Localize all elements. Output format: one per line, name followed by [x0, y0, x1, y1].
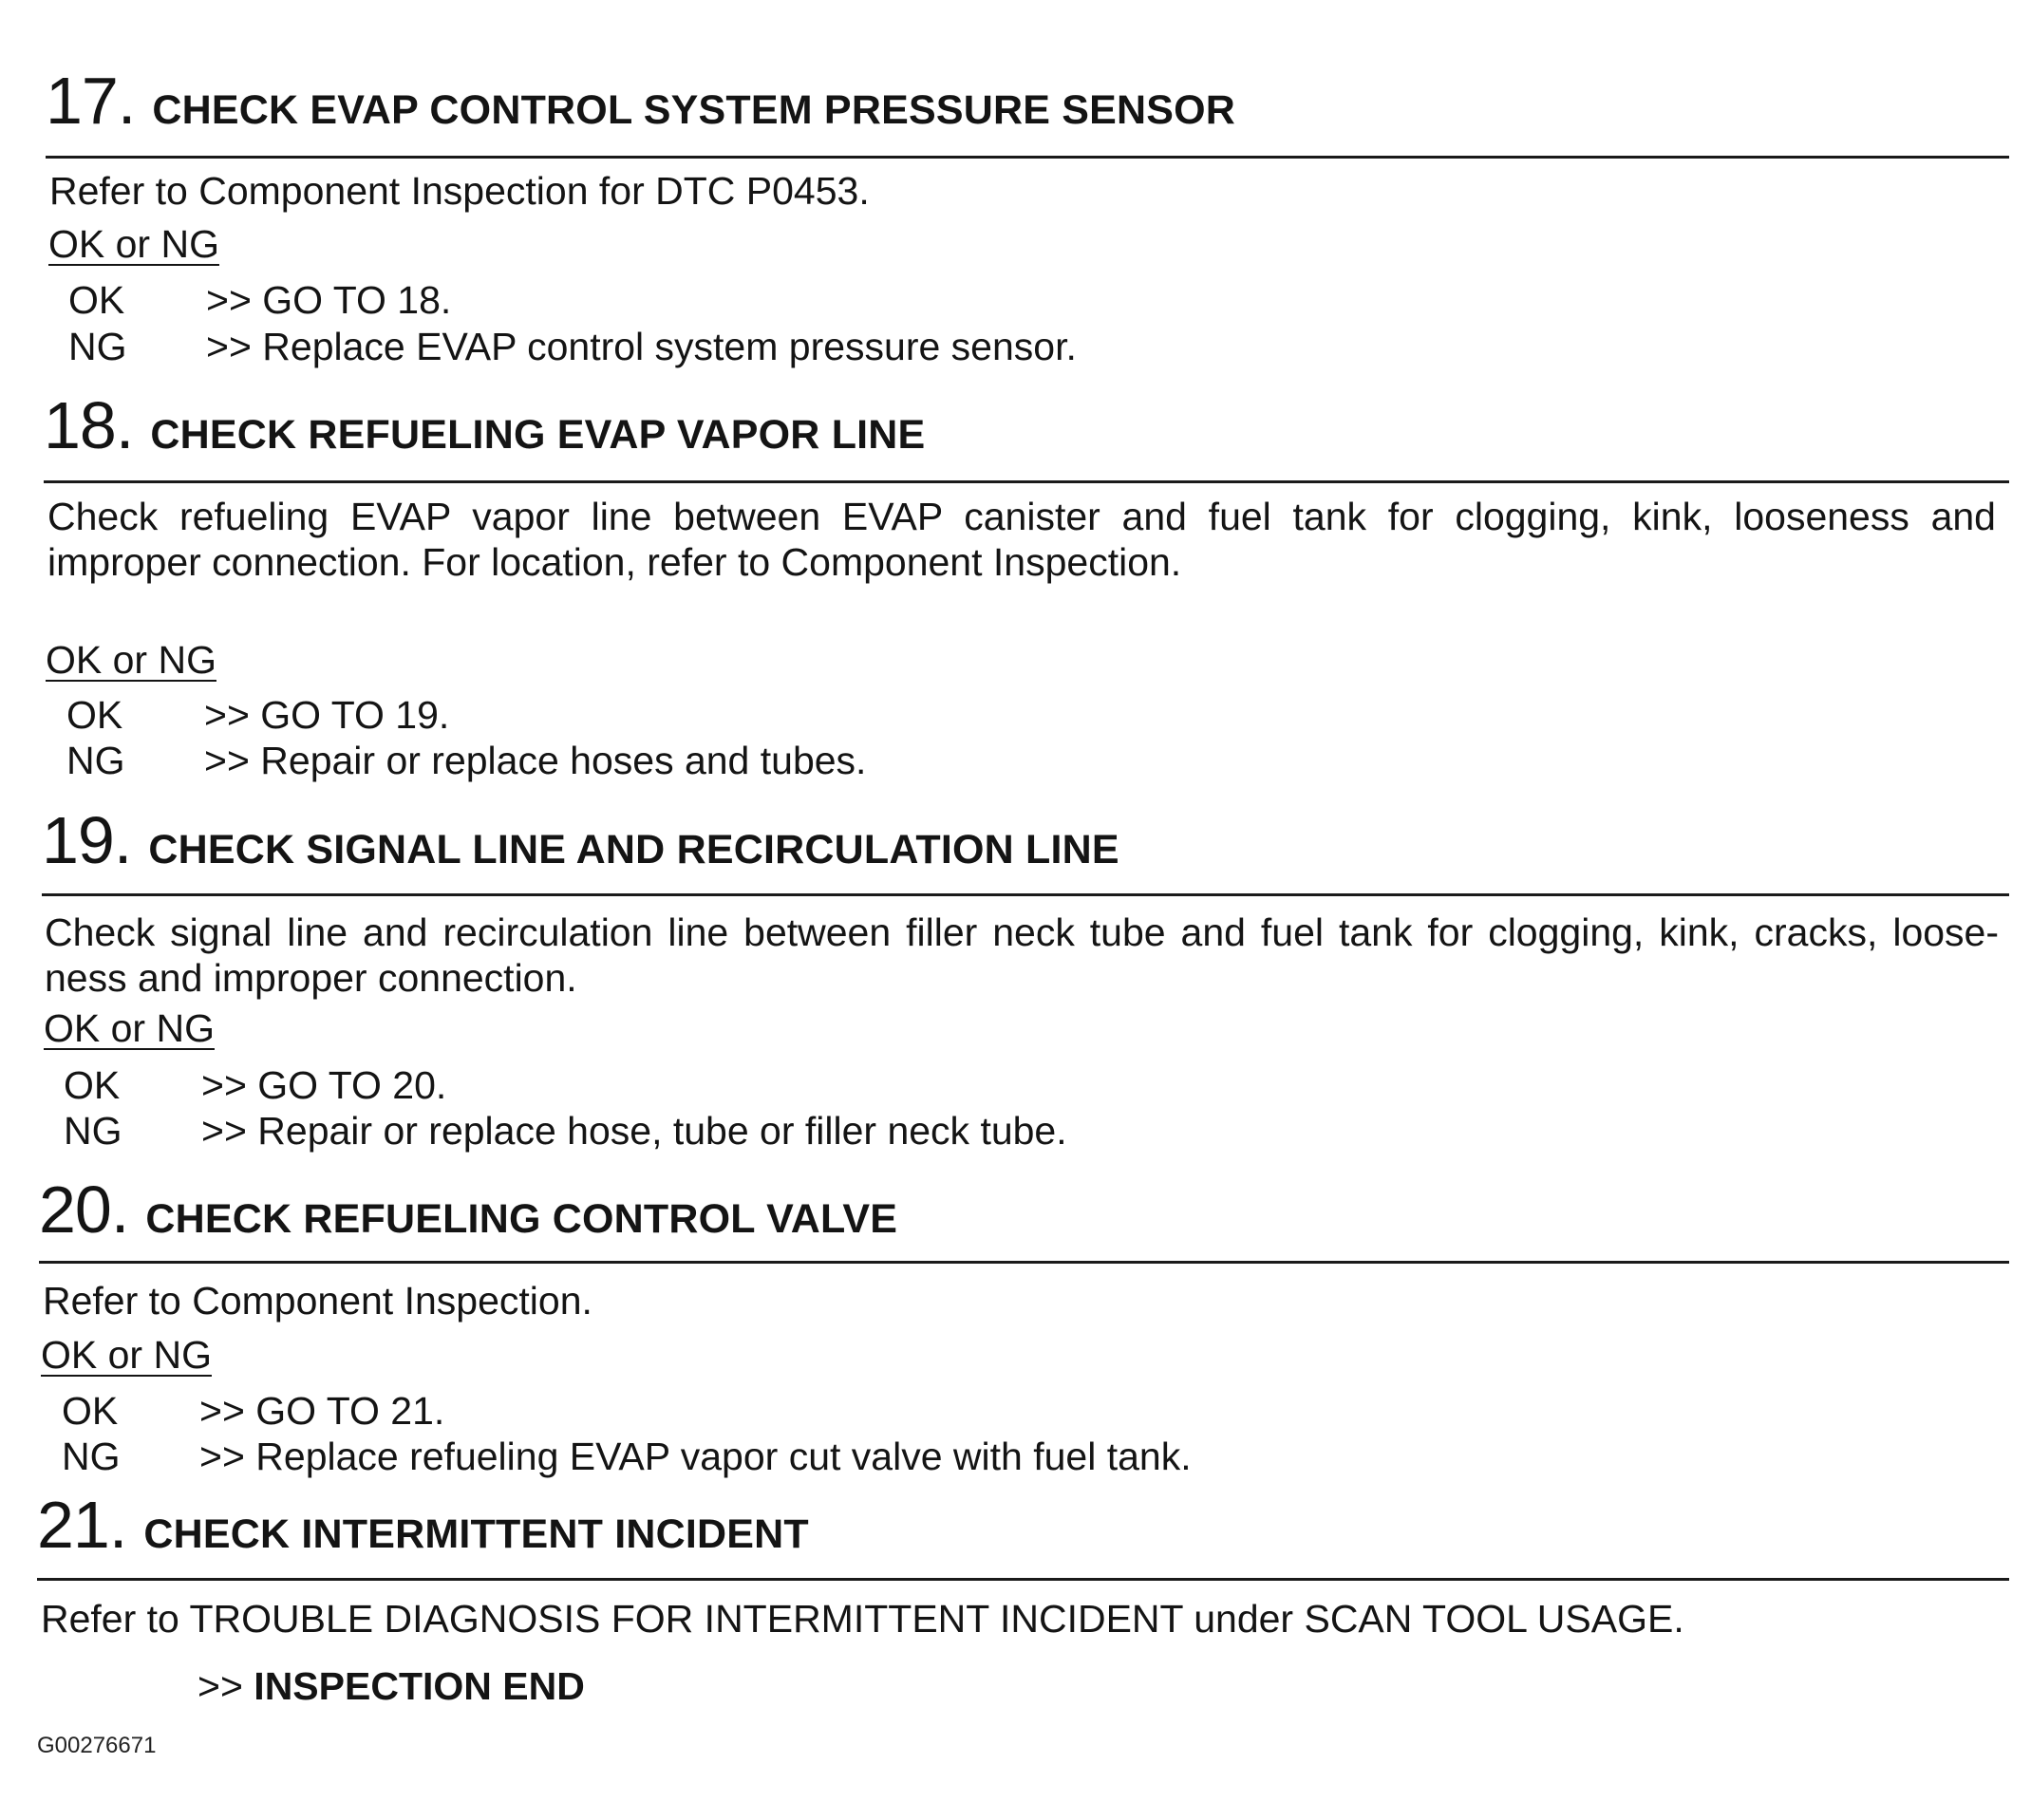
ng-action: >> Replace EVAP control system pressure sensor.: [206, 325, 1077, 368]
ng-code: NG: [68, 325, 127, 368]
ng-action: >> Repair or replace hose, tube or filler neck tube.: [201, 1109, 1067, 1153]
ok-code: OK: [68, 278, 125, 322]
step-19-body: Check signal line and recirculation line between filler neck tube and fuel tank for clogging, kink, cracks, loose-ness and improper connection.: [45, 910, 1999, 1000]
ok-or-ng-label: OK or NG: [48, 222, 219, 266]
ok-result-row: [68, 278, 451, 323]
ng-result-row: [64, 1109, 1067, 1154]
step-title: CHECK EVAP CONTROL SYSTEM PRESSURE SENSOR: [152, 87, 1236, 133]
step-17-body: Refer to Component Inspection for DTC P0453.: [49, 169, 870, 213]
step-title: CHECK REFUELING EVAP VAPOR LINE: [150, 412, 926, 458]
end-label: INSPECTION END: [254, 1664, 585, 1708]
ok-result-row: [66, 693, 449, 738]
section-divider: [44, 480, 2009, 483]
step-number: 17.: [46, 64, 136, 138]
ok-or-ng-label: OK or NG: [44, 1006, 215, 1050]
figure-id: G00276671: [37, 1733, 157, 1758]
section-divider: [37, 1578, 2009, 1581]
step-number: 21.: [37, 1488, 127, 1562]
section-divider: [42, 893, 2009, 896]
end-prefix: >>: [197, 1664, 243, 1708]
step-19-heading: [42, 802, 1119, 878]
ok-action: >> GO TO 18.: [206, 278, 452, 322]
ok-action: >> GO TO 21.: [199, 1389, 445, 1433]
step-20-heading: [39, 1172, 897, 1248]
step-21-heading: [37, 1487, 809, 1563]
ng-code: NG: [62, 1435, 121, 1478]
step-20-body: Refer to Component Inspection.: [43, 1279, 592, 1323]
ng-action: >> Repair or replace hoses and tubes.: [204, 739, 867, 782]
step-title: CHECK REFUELING CONTROL VALVE: [145, 1196, 898, 1242]
ok-code: OK: [66, 693, 123, 737]
step-number: 18.: [44, 388, 134, 462]
ok-or-ng-label: OK or NG: [46, 638, 216, 682]
ok-or-ng-label: OK or NG: [41, 1333, 212, 1377]
ng-code: NG: [64, 1109, 122, 1153]
inspection-end: [197, 1664, 585, 1709]
ng-result-row: [68, 325, 1077, 369]
ok-code: OK: [62, 1389, 119, 1433]
step-number: 19.: [42, 803, 132, 877]
step-title: CHECK SIGNAL LINE AND RECIRCULATION LINE: [148, 827, 1119, 872]
ng-code: NG: [66, 739, 125, 782]
step-title: CHECK INTERMITTENT INCIDENT: [143, 1511, 809, 1557]
section-divider: [39, 1261, 2009, 1264]
step-number: 20.: [39, 1173, 129, 1247]
ok-code: OK: [64, 1063, 121, 1107]
ok-action: >> GO TO 20.: [201, 1063, 447, 1107]
section-divider: [46, 156, 2009, 159]
step-18-heading: [44, 387, 925, 463]
ng-result-row: [66, 739, 866, 783]
step-21-body: Refer to TROUBLE DIAGNOSIS FOR INTERMITTENT INCIDENT under SCAN TOOL USAGE.: [41, 1597, 1684, 1641]
ng-action: >> Replace refueling EVAP vapor cut valve with fuel tank.: [199, 1435, 1192, 1478]
ok-result-row: [62, 1389, 444, 1434]
ok-result-row: [64, 1063, 446, 1108]
ok-action: >> GO TO 19.: [204, 693, 450, 737]
step-17-heading: [46, 63, 1235, 139]
step-18-body: Check refueling EVAP vapor line between EVAP canister and fuel tank for clogging, kink, looseness and improper connection. For location, refer to Component Inspection.: [47, 495, 1996, 584]
ng-result-row: [62, 1435, 1192, 1479]
